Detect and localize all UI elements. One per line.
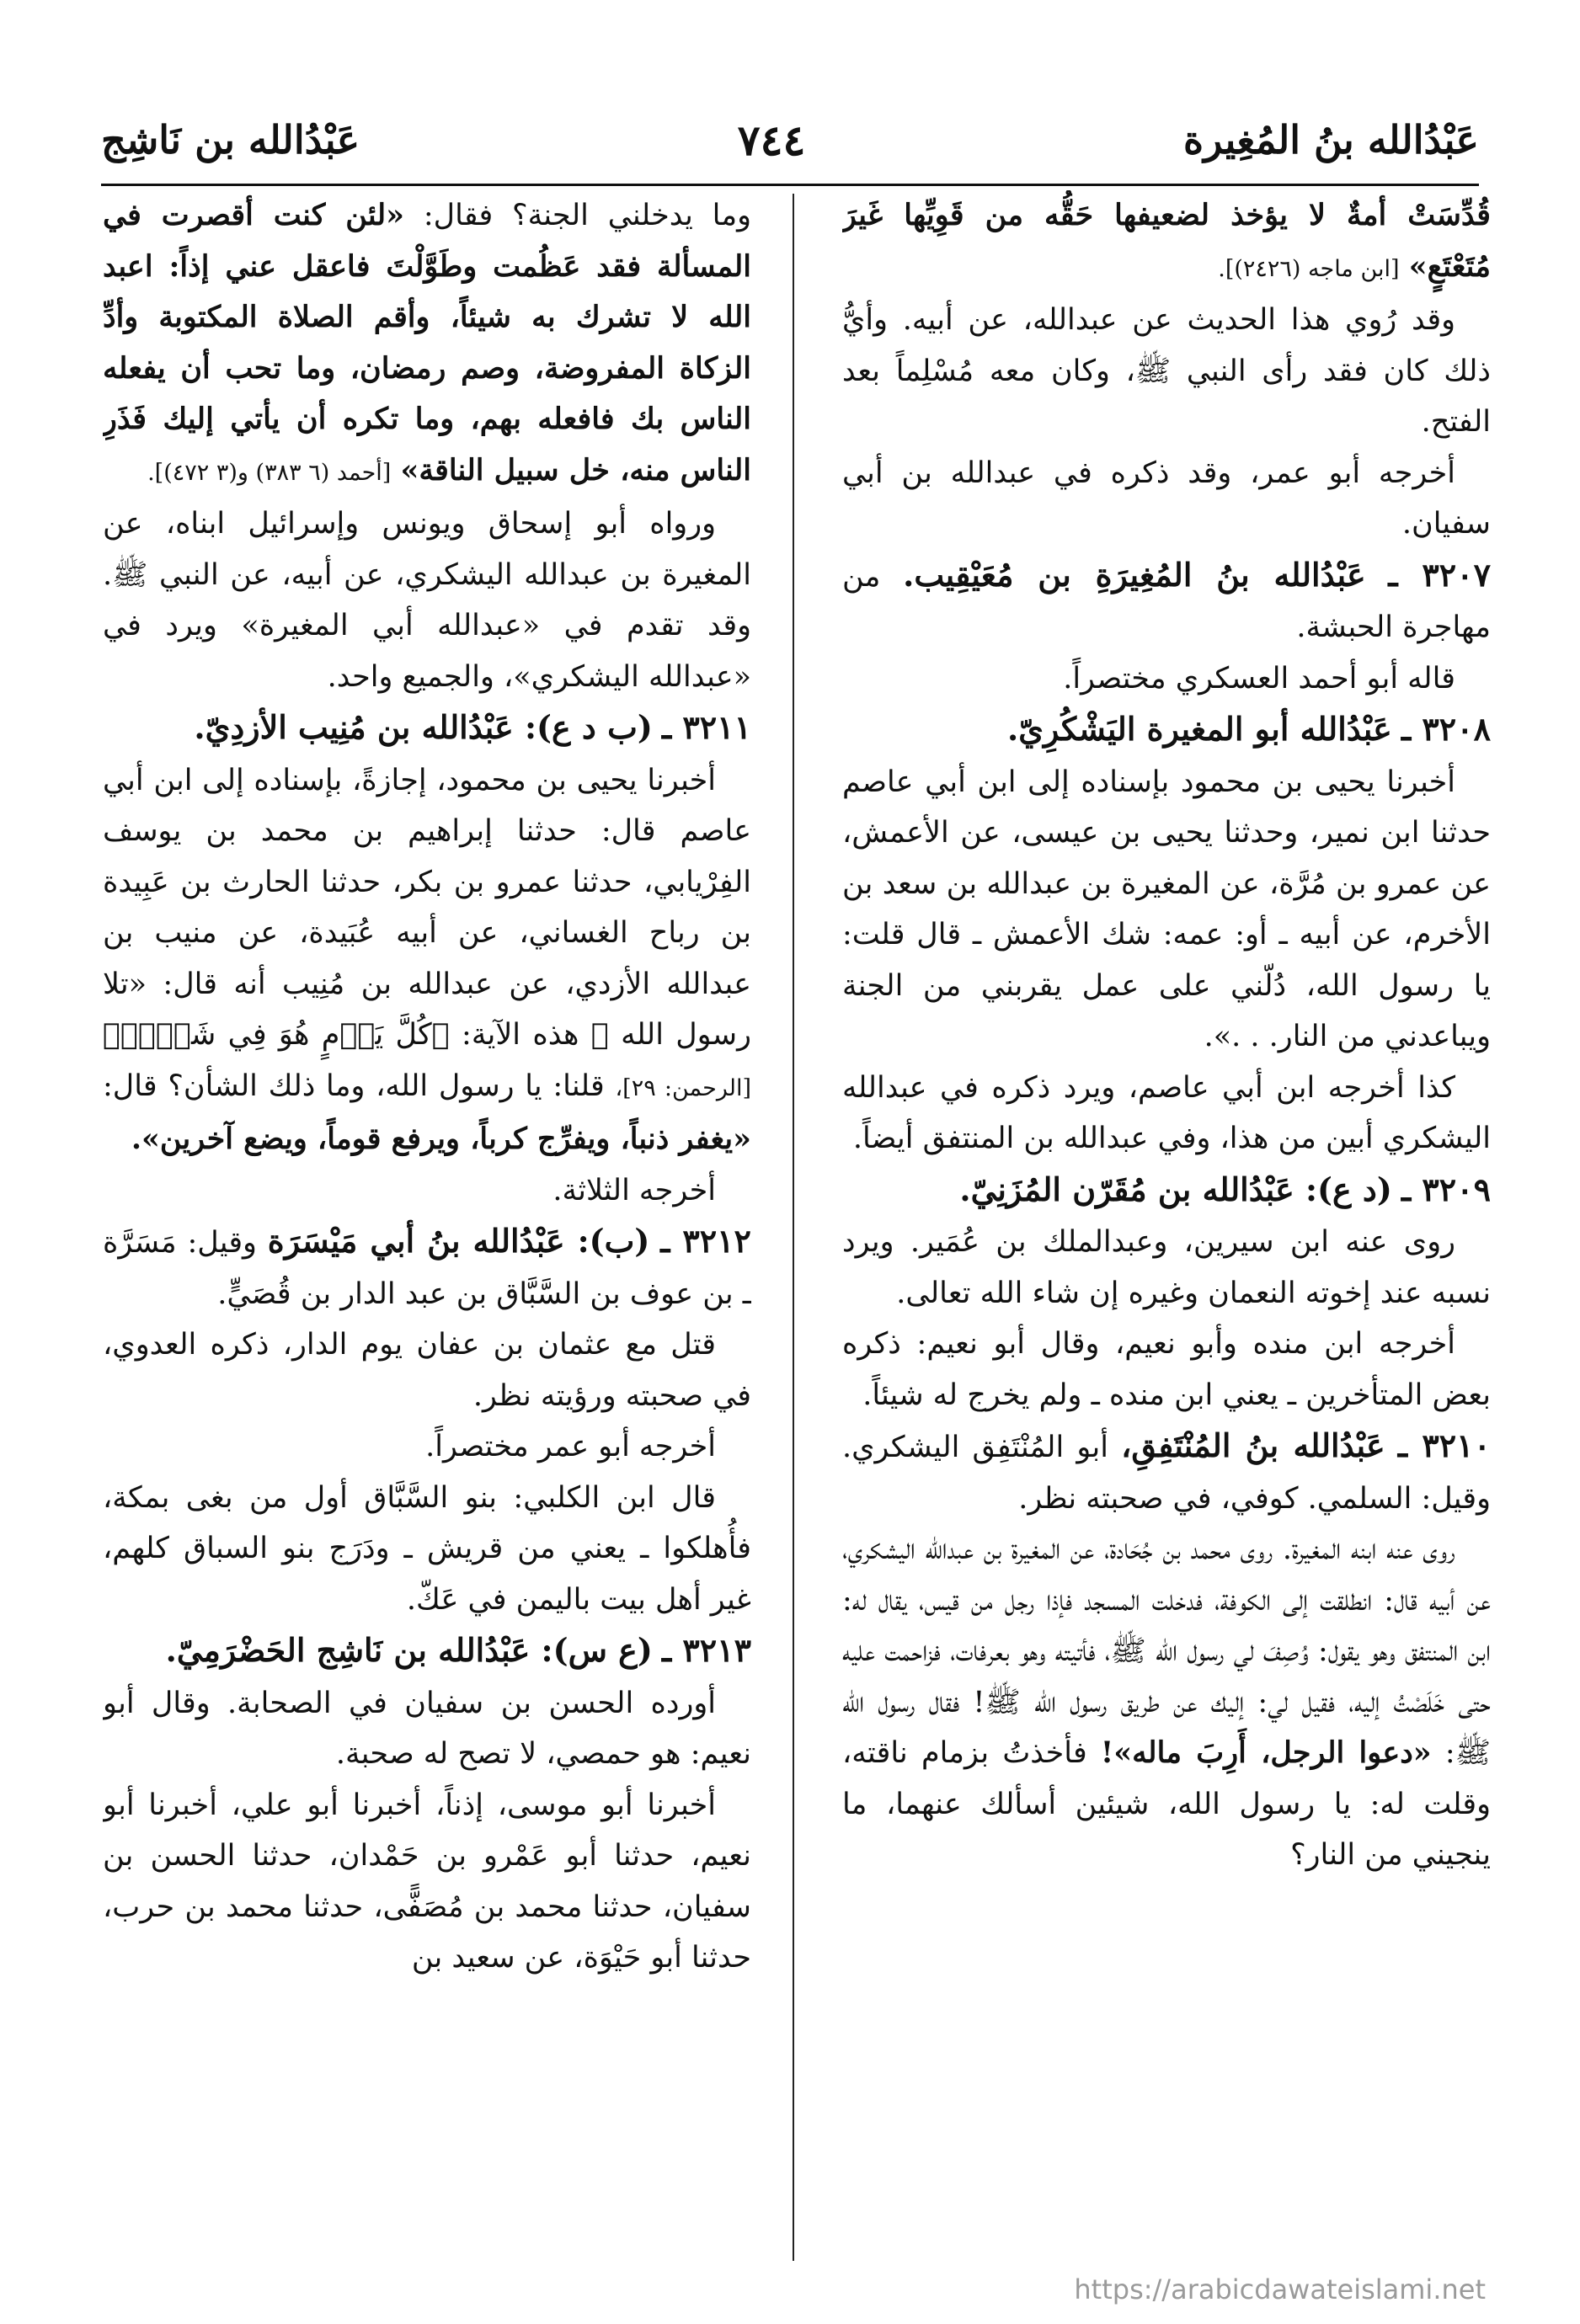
paragraph — [842, 190, 1491, 295]
paragraph: أخرجه ابن منده وأبو نعيم، وقال أبو نعيم: ذكره بعض المتأخرين ـ يعني ابن منده ـ ولم يخرج له شيئاً. — [842, 1327, 1491, 1412]
entry-3210 — [842, 1421, 1491, 1524]
paragraph: أخرجه أبو عمر مختصراً. — [425, 1430, 716, 1463]
entry-number: ٣٢٠٩ ـ — [1401, 1170, 1491, 1208]
paragraph: أخرجه الثلاثة. — [552, 1173, 716, 1207]
entry-title: عَبْدُالله بنُ المُغِيرَةِ بن مُعَيْقِيب. — [903, 555, 1366, 594]
right-column — [842, 190, 1491, 2262]
paragraph — [103, 755, 751, 1165]
entry-number: ٣٢٠٧ ـ — [1388, 555, 1491, 594]
paragraph — [103, 190, 751, 498]
entry-3212 — [103, 1216, 751, 1319]
entry-number: ٣٢١٠ ـ — [1397, 1426, 1491, 1464]
paragraph: كذا أخرجه ابن أبي عاصم، ويرد ذكره في عبدالله اليشكري أبين من هذا، وفي عبدالله بن المنتفق أيضاً. — [842, 1070, 1491, 1155]
entry-3207 — [842, 550, 1491, 653]
paragraph-text: روى عنه ابنه المغيرة. روى محمد بن جُحَادة، عن المغيرة بن عبدالله اليشكري، عن أبيه قال: انطلقت إلى الكوفة، فدخلت المسجد فإذا رجل من قيس، يقال له: ابن المنتفق وهو يقول: وُصِفَ لي رسول الله ﷺ، فأتيته وهو بعرفات، فزاحمت عليه حتى خَلَصْتُ إليه، فقيل لي: إليك عن طريق رسول الله ﷺ! فقال رسول الله ﷺ: — [842, 1532, 1491, 1770]
paragraph — [842, 1524, 1491, 1881]
paragraph: وقد رُوي هذا الحديث عن عبدالله، عن أبيه. وأيُّ ذلك كان فقد رأى النبي ﷺ، وكان معه مُسْلِماً بعد الفتح. — [842, 303, 1491, 439]
paragraph: قاله أبو أحمد العسكري مختصراً. — [1063, 661, 1455, 696]
entry-text: وقيل: مَسَرَّة ـ بن عوف بن السَّبَّاق بن عبد الدار بن قُصَيٍّ. — [103, 1226, 751, 1311]
entry-number: ٣٢١٢ ـ — [660, 1222, 751, 1260]
entry-3213 — [103, 1625, 751, 1678]
paragraph: أخبرنا أبو موسى، إذناً، أخبرنا أبو علي، أخبرنا أبو نعيم، حدثنا أبو عَمْرو بن حَمْدان، حدثنا الحسن بن سفيان، حدثنا محمد بن مُصَفًّى، حدثنا محمد بن حرب، حدثنا أبو حَيْوَة، عن سعيد بن — [103, 1788, 751, 1975]
entry-number: ٣٢١١ ـ — [661, 708, 751, 746]
hadith-quote: «دعوا الرجل، أَرِبَ ماله»! — [1100, 1735, 1432, 1770]
paragraph-text: فأخذتُ بزمام ناقته، وقلت له: يا رسول الله، شيئين أسألك عنهما، ما ينجيني من النار؟ — [842, 1736, 1491, 1872]
entry-title: (ع س): عَبْدُالله بن نَاشِج الحَضْرَمِيّ. — [165, 1631, 653, 1669]
left-column — [103, 190, 751, 2262]
page-number: ٧٤٤ — [737, 115, 806, 165]
paragraph: قتل مع عثمان بن عفان يوم الدار، ذكره العدوي، في صحبته ورؤيته نظر. — [103, 1328, 751, 1413]
paragraph-text: قلنا: يا رسول الله، وما ذلك الشأن؟ قال: — [103, 1069, 605, 1103]
paragraph: ورواه أبو إسحاق ويونس وإسرائيل ابناه، عن المغيرة بن عبدالله اليشكري، عن أبيه، عن النبي ﷺ. وقد تقدم في «عبدالله أبي المغيرة» ويرد في «عبدالله اليشكري»، والجميع واحد. — [103, 507, 751, 694]
entry-number: ٣٢٠٨ ـ — [1401, 710, 1491, 748]
entry-3209 — [842, 1165, 1491, 1218]
paragraph: قال ابن الكلبي: بنو السَّبَّاق أول من بغى بمكة، فأُهلكوا ـ يعني من قريش ـ ودَرَج بنو السباق كلهم، غير أهل بيت باليمن في عَكّ. — [103, 1480, 751, 1617]
header-rule — [101, 184, 1479, 186]
paragraph-text: أخبرنا يحيى بن محمود، إجازةً، بإسناده إلى ابن أبي عاصم قال: حدثنا إبراهيم بن محمد بن يوسف الفِرْيابي، حدثنا عمرو بن بكر، حدثنا الحارث بن عَبِيدة بن رباح الغساني، عن أبيه عُبَيدة، عن منيب بن عبدالله الأزدي، عن عبدالله بن مُنِيب أنه قال: «تلا رسول الله ﷺ هذه الآية: ﴿كُلَّ يَوۡمٍ هُوَ فِي شَأۡنٖ﴾ — [103, 763, 751, 1052]
entry-number: ٣٢١٣ ـ — [661, 1631, 751, 1669]
hadith-quote: قُدِّسَتْ أمةٌ لا يؤخذ لضعيفها حَقُّه من قَوِيِّها غَيرَ مُتَعْتَعٍ» — [842, 198, 1491, 284]
entry-3211 — [103, 702, 751, 755]
entry-title: عَبْدُالله بنُ المُنْتَفِقِ، — [1121, 1426, 1385, 1464]
paragraph: أخبرنا يحيى بن محمود بإسناده إلى ابن أبي عاصم حدثنا ابن نمير، وحدثنا يحيى بن عيسى، عن الأعمش، عن عمرو بن مُرَّة، عن المغيرة بن عبدالله بن سعد بن الأخرم، عن أبيه ـ أو: عمه: شك الأعمش ـ قال قلت: يا رسول الله، دُلّني على عمل يقربني من الجنة ويباعدني من النار. . .». — [842, 765, 1491, 1053]
paragraph: أخرجه أبو عمر، وقد ذكره في عبدالله بن أبي سفيان. — [842, 456, 1491, 541]
entry-text: من مهاجرة الحبشة. — [842, 559, 1491, 644]
entry-title: (د ع): عَبْدُالله بن مُقَرّن المُزَنِيّ. — [959, 1170, 1392, 1208]
citation: [الرحمن: ٢٩]، — [615, 1074, 751, 1101]
entry-text: أبو المُنْتَفِق اليشكري. وقيل: السلمي. كوفي، في صحبته نظر. — [842, 1431, 1491, 1516]
hadith-quote: «يغفر ذنباً، ويفرِّج كرباً، ويرفع قوماً، ويضع آخرين». — [131, 1122, 751, 1156]
column-divider — [793, 194, 794, 2261]
entry-title: (ب د ع): عَبْدُالله بن مُنِيب الأزدِيّ. — [194, 708, 653, 746]
hadith-quote: «لئن كنت أقصرت في المسألة فقد عَظُمت وطَوَّلْتَ فاعقل عني إذاً: اعبد الله لا تشرك به شيئاً، وأقم الصلاة المكتوبة وأدِّ الزكاة المفروضة، وصم رمضان، وما تحب أن يفعله الناس بك فافعله بهم، وما تكره أن يأتي إليك فَذَرِ الناس منه، خل سبيل الناقة» — [103, 198, 751, 488]
paragraph-text: وما يدخلني الجنة؟ فقال: — [423, 199, 751, 232]
header-right-title: عَبْدُالله بنُ المُغِيرة — [1183, 117, 1479, 163]
citation: [أحمد (٦ ٣٨٣) و(٣ ٤٧٢)]. — [147, 459, 392, 486]
header-left-title: عَبْدُالله بن نَاشِج — [101, 117, 360, 163]
paragraph: روى عنه ابن سيرين، وعبدالملك بن عُمَير. ويرد نسبه عند إخوته النعمان وغيره إن شاء الله تعالى. — [842, 1225, 1491, 1310]
entry-title: عَبْدُالله أبو المغيرة اليَشْكُرِيّ. — [1007, 710, 1392, 748]
entry-3208 — [842, 704, 1491, 757]
citation: [ابن ماجه (٢٤٢٦)]. — [1218, 255, 1400, 282]
watermark-url: https://arabicdawateislami.net — [1074, 2273, 1486, 2305]
paragraph: أورده الحسن بن سفيان في الصحابة. وقال أبو نعيم: هو حمصي، لا تصح له صحبة. — [103, 1686, 751, 1771]
page-header — [101, 99, 1479, 180]
entry-title: (ب): عَبْدُالله بنُ أبي مَيْسَرَة — [267, 1222, 650, 1260]
